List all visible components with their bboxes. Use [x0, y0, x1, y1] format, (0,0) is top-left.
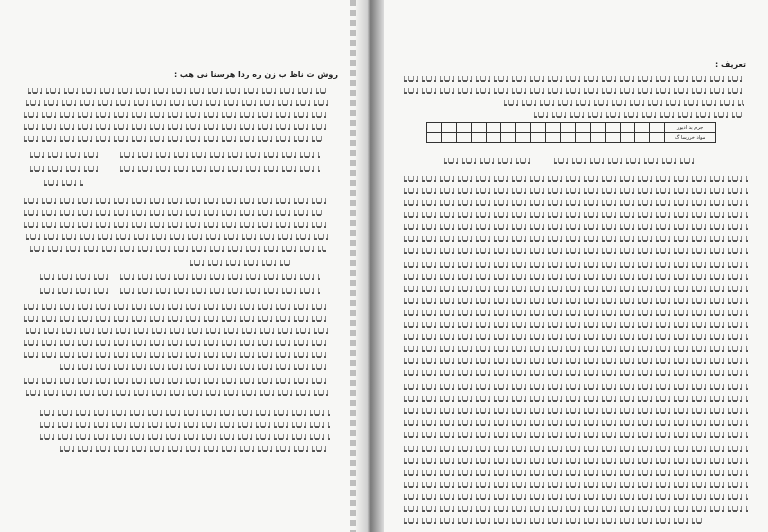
text-line: [404, 186, 748, 197]
text-line: [404, 406, 748, 417]
table-row: [427, 123, 716, 133]
text-line: [404, 332, 748, 343]
text-line: [30, 244, 326, 255]
text-line: [404, 356, 748, 367]
book-gutter: [354, 0, 384, 532]
text-line: [404, 284, 748, 295]
text-line: [40, 420, 330, 431]
text-line: [120, 150, 320, 161]
text-line: [26, 326, 328, 337]
text-line: [40, 408, 330, 419]
text-line: [404, 222, 748, 233]
text-line: [24, 314, 328, 325]
text-line: [24, 350, 328, 361]
text-line: [190, 258, 290, 269]
text-line: [24, 220, 328, 231]
text-line: [24, 110, 328, 121]
text-line: [120, 164, 320, 175]
left-page: [0, 0, 378, 532]
table-row-label: مواد خررسا گ: [665, 133, 716, 143]
text-line: [404, 444, 748, 455]
text-line: [404, 468, 748, 479]
text-line: [24, 196, 328, 207]
text-line: [26, 98, 328, 109]
text-line: [26, 232, 328, 243]
text-line: [24, 338, 328, 349]
text-line: [404, 272, 748, 283]
text-line: [404, 86, 744, 97]
right-page-heading: تعریف :: [714, 60, 746, 69]
text-line: [404, 198, 748, 209]
text-line: [26, 388, 328, 399]
text-line: [404, 456, 748, 467]
text-line: [404, 260, 748, 271]
text-line: [404, 74, 744, 85]
text-line: [60, 362, 328, 373]
text-line: [404, 516, 704, 527]
data-table: [426, 122, 716, 143]
right-page: [384, 0, 768, 532]
text-line: [404, 492, 748, 503]
table-row: [427, 133, 716, 143]
text-line: [24, 122, 328, 133]
text-line: [404, 430, 748, 441]
text-line: [534, 110, 744, 121]
formula-line: [40, 272, 110, 283]
text-line: [404, 382, 748, 393]
text-line: [504, 98, 744, 109]
text-line: [404, 308, 748, 319]
text-line: [404, 234, 748, 245]
text-line: [24, 302, 328, 313]
text-line: [404, 246, 748, 257]
binding-edge: [350, 0, 356, 532]
formula-line: [30, 164, 100, 175]
text-line: [404, 368, 748, 379]
formula-line: [44, 178, 84, 189]
text-line: [24, 134, 324, 145]
text-line: [60, 444, 330, 455]
formula-line: [554, 156, 694, 167]
formula-line: [40, 286, 110, 297]
text-line: [120, 272, 320, 283]
text-line: [120, 286, 320, 297]
text-line: [24, 208, 324, 219]
text-line: [404, 418, 748, 429]
text-line: [404, 344, 748, 355]
text-line: [404, 174, 748, 185]
formula-line: [444, 156, 534, 167]
text-line: [404, 504, 748, 515]
text-line: [40, 432, 330, 443]
left-page-heading: روش ت ناظ ب زن ره ردا هرسنا نی هب :: [173, 70, 338, 79]
text-line: [404, 320, 748, 331]
text-line: [404, 296, 748, 307]
formula-line: [30, 150, 100, 161]
text-line: [24, 376, 328, 387]
text-line: [404, 480, 748, 491]
text-line: [404, 210, 748, 221]
table-row-label: جرم ید ادیور: [665, 123, 716, 133]
text-line: [404, 394, 748, 405]
text-line: [28, 86, 328, 97]
